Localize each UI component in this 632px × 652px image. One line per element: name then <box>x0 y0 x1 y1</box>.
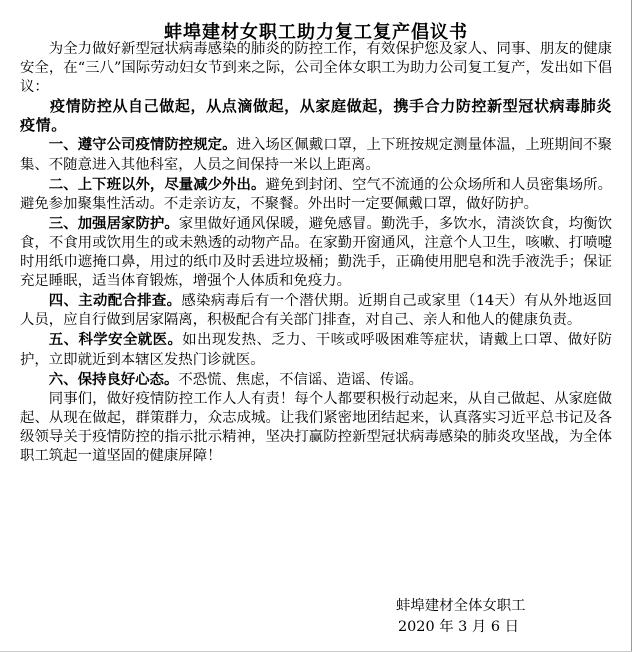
item-paragraph <box>20 291 612 330</box>
closing-paragraph: 同事们，做好疫情防控工作人人有责！每个人都要积极行动起来，从自己做起、从家庭做起、从现在做起，群策群力，众志成城。让我们紧密地团结起来，认真落实习近平总书记及各级领导关于疫情防控的指示批示精神，坚决打赢防控新型冠状病毒感染的肺炎攻坚战，为全体职工筑起一道坚固的健康屏障！ <box>20 390 612 464</box>
item-heading: 上下班以外，尽量减少外出。 <box>77 175 266 193</box>
item-text: 如出现发热、乏力、干咳或呼吸困难等症状，请戴上口罩、做好防护，立即就近到本辖区发热门诊就医。 <box>20 332 612 368</box>
item-label: 三、 <box>48 214 78 232</box>
item-heading: 保持良好心态。 <box>77 370 179 388</box>
item-text: 不恐慌、焦虑，不信谣、造谣、传谣。 <box>178 371 423 388</box>
document-body <box>20 40 612 466</box>
item-text: 避免到封闭、空气不流通的公众场所和人员密集场所。避免参加聚集性活动。不走亲访友，不聚餐。外出时一定要佩戴口罩，做好防护。 <box>20 176 612 212</box>
item-heading: 科学安全就医。 <box>78 331 183 349</box>
item-label: 二、 <box>48 175 78 193</box>
item-heading: 加强居家防护。 <box>77 214 179 232</box>
item-label: 五、 <box>48 331 79 349</box>
item-label: 四、 <box>48 292 79 310</box>
item-heading: 遵守公司疫情防控规定。 <box>77 136 237 154</box>
item-paragraph <box>20 175 612 214</box>
item-label: 一、 <box>48 136 78 154</box>
intro-paragraph: 为全力做好新型冠状病毒感染的肺炎的防控工作，有效保护您及家人、同事、朋友的健康安全，在“三八”国际劳动妇女节到来之际，公司全体女职工为助力公司复工复产，发出如下倡议： <box>20 41 612 96</box>
signature-block <box>396 596 526 638</box>
item-paragraph <box>20 135 612 174</box>
item-heading: 主动配合排查。 <box>78 292 182 310</box>
signature: 蚌埠建材全体女职工 <box>396 598 526 614</box>
date: 2020 年 3 月 6 日 <box>398 619 519 635</box>
item-label: 六、 <box>48 370 78 388</box>
item-text: 感染病毒后有一个潜伏期。近期自己或家里（14天）有从外地返回人员，应自行做到居家隔离，积极配合有关部门排查，对自己、亲人和他人的健康负责。 <box>20 293 612 329</box>
item-paragraph <box>20 214 612 291</box>
item-text: 家里做好通风保暖，避免感冒。勤洗手，多饮水，清淡饮食，均衡饮食，不食用或饮用生的或未熟透的动物产品。在家勤开窗通风，注意个人卫生，咳嗽、打喷嚏时用纸巾遮掩口鼻，用过的纸巾及时丢进垃圾桶；勤洗手，正确使用肥皂和洗手液洗手；保证充足睡眠，适当体育锻炼，增强个人体质和免疫力。 <box>20 215 612 290</box>
slogan-paragraph: 疫情防控从自己做起，从点滴做起，从家庭做起，携手合力防控新型冠状病毒肺炎疫情。 <box>20 97 612 135</box>
item-text: 进入场区佩戴口罩，上下班按规定测量体温，上班期间不聚集、不随意进入其他科室，人员之间保持一米以上距离。 <box>20 137 612 173</box>
document-title: 蚌埠建材女职工助力复工复产倡议书 <box>164 22 468 44</box>
item-paragraph <box>20 370 612 390</box>
item-paragraph <box>20 330 612 369</box>
